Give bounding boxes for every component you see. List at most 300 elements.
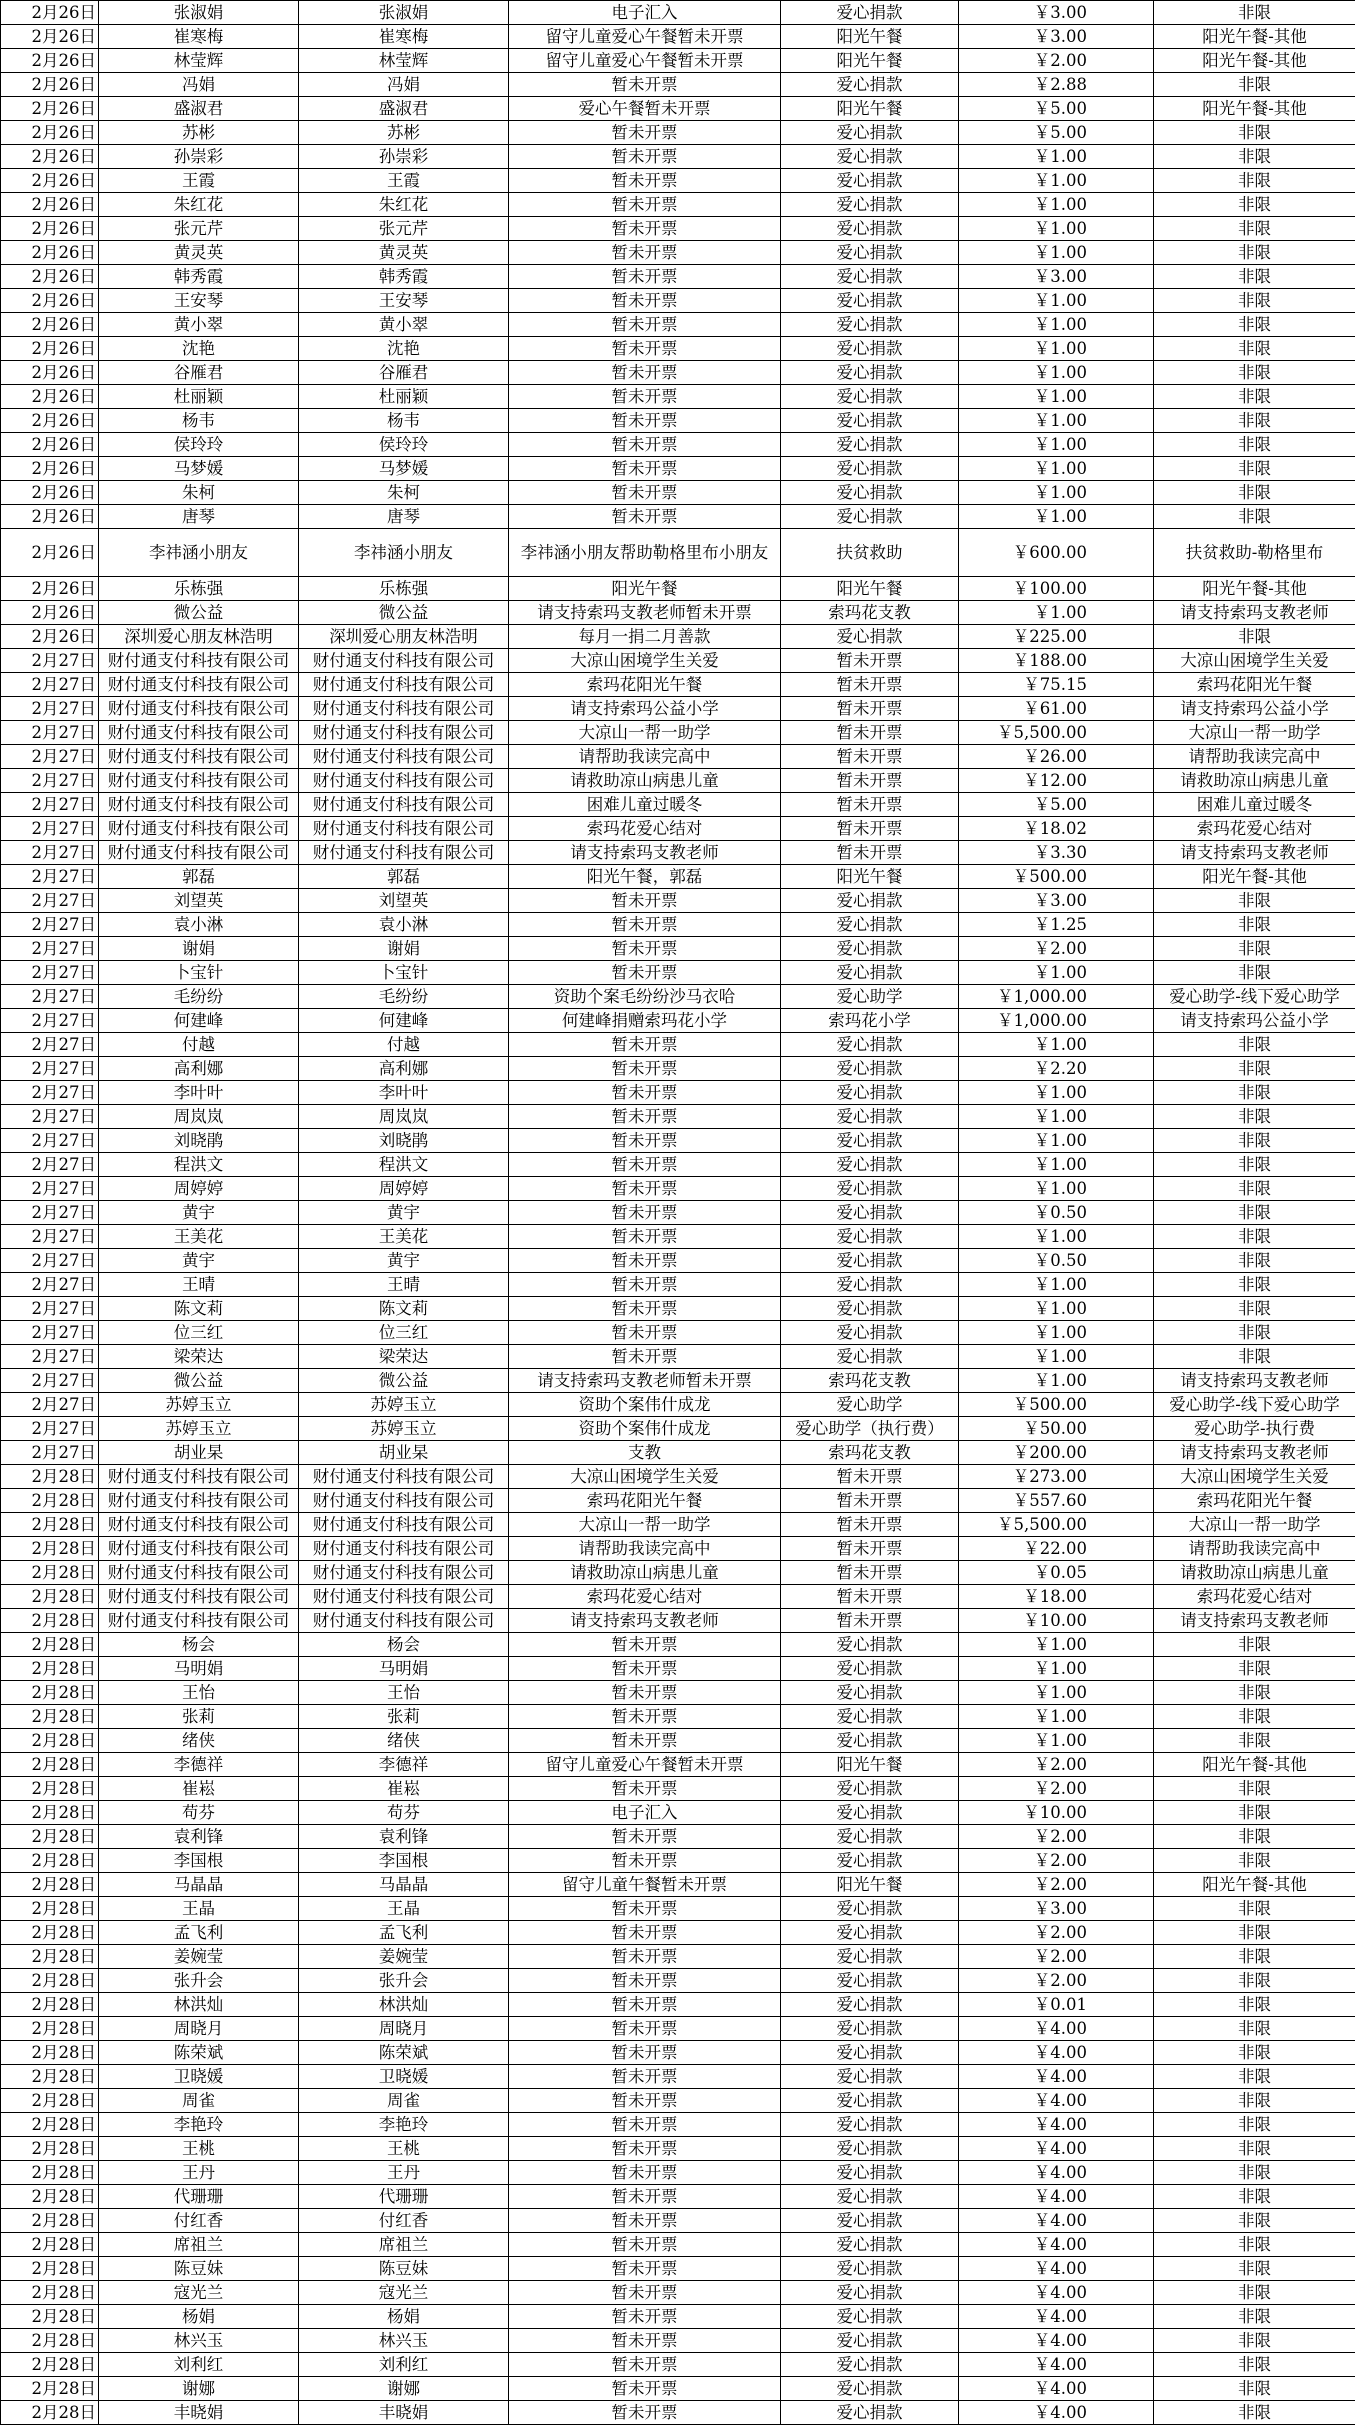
donor-cell: 乐栋强 xyxy=(99,577,299,601)
amount-cell: ￥2.88 xyxy=(959,73,1154,97)
payer-cell: 陈荣斌 xyxy=(299,2041,509,2065)
category-cell: 爱心捐款 xyxy=(781,1777,959,1801)
note-cell: 暂未开票 xyxy=(509,913,781,937)
date-cell: 2月28日 xyxy=(1,2257,99,2281)
table-row xyxy=(1,1753,1355,1777)
restriction-cell: 非限 xyxy=(1154,505,1355,529)
amount-cell: ￥225.00 xyxy=(959,625,1154,649)
note-cell: 暂未开票 xyxy=(509,433,781,457)
amount-cell: ￥10.00 xyxy=(959,1609,1154,1633)
amount-cell: ￥1.00 xyxy=(959,1705,1154,1729)
table-row xyxy=(1,2305,1355,2329)
category-cell: 爱心捐款 xyxy=(781,241,959,265)
note-cell: 暂未开票 xyxy=(509,169,781,193)
restriction-cell: 请帮助我读完高中 xyxy=(1154,1537,1355,1561)
amount-cell: ￥1.00 xyxy=(959,1105,1154,1129)
amount-cell: ￥5,500.00 xyxy=(959,1513,1154,1537)
category-cell: 爱心捐款 xyxy=(781,625,959,649)
note-cell: 大凉山一帮一助学 xyxy=(509,1513,781,1537)
table-row xyxy=(1,2329,1355,2353)
restriction-cell: 非限 xyxy=(1154,1825,1355,1849)
category-cell: 爱心捐款 xyxy=(781,2233,959,2257)
payer-cell: 崔寒梅 xyxy=(299,25,509,49)
table-row xyxy=(1,1057,1355,1081)
date-cell: 2月27日 xyxy=(1,1225,99,1249)
category-cell: 索玛花支教 xyxy=(781,1369,959,1393)
donor-cell: 沈艳 xyxy=(99,337,299,361)
restriction-cell: 爱心助学-执行费 xyxy=(1154,1417,1355,1441)
restriction-cell: 非限 xyxy=(1154,169,1355,193)
category-cell: 爱心捐款 xyxy=(781,289,959,313)
date-cell: 2月26日 xyxy=(1,385,99,409)
table-row xyxy=(1,1609,1355,1633)
date-cell: 2月27日 xyxy=(1,961,99,985)
donor-cell: 刘利红 xyxy=(99,2353,299,2377)
note-cell: 阳光午餐，郭磊 xyxy=(509,865,781,889)
restriction-cell: 爱心助学-线下爱心助学 xyxy=(1154,1393,1355,1417)
date-cell: 2月28日 xyxy=(1,2089,99,2113)
payer-cell: 郭磊 xyxy=(299,865,509,889)
restriction-cell: 请支持索玛支教老师 xyxy=(1154,841,1355,865)
payer-cell: 李德祥 xyxy=(299,1753,509,1777)
donor-cell: 财付通支付科技有限公司 xyxy=(99,1489,299,1513)
restriction-cell: 索玛花阳光午餐 xyxy=(1154,1489,1355,1513)
note-cell: 资助个案伟什成龙 xyxy=(509,1393,781,1417)
donor-cell: 苟芬 xyxy=(99,1801,299,1825)
payer-cell: 刘利红 xyxy=(299,2353,509,2377)
amount-cell: ￥4.00 xyxy=(959,2185,1154,2209)
note-cell: 资助个案毛纷纷沙马衣哈 xyxy=(509,985,781,1009)
table-row xyxy=(1,769,1355,793)
donor-cell: 苏婷玉立 xyxy=(99,1417,299,1441)
payer-cell: 陈文莉 xyxy=(299,1297,509,1321)
note-cell: 暂未开票 xyxy=(509,1657,781,1681)
donor-cell: 韩秀霞 xyxy=(99,265,299,289)
payer-cell: 财付通支付科技有限公司 xyxy=(299,769,509,793)
restriction-cell: 非限 xyxy=(1154,241,1355,265)
payer-cell: 黄灵英 xyxy=(299,241,509,265)
amount-cell: ￥5.00 xyxy=(959,121,1154,145)
table-row xyxy=(1,2257,1355,2281)
date-cell: 2月26日 xyxy=(1,169,99,193)
donor-cell: 卜宝针 xyxy=(99,961,299,985)
date-cell: 2月27日 xyxy=(1,1441,99,1465)
note-cell: 暂未开票 xyxy=(509,2281,781,2305)
date-cell: 2月27日 xyxy=(1,913,99,937)
payer-cell: 盛淑君 xyxy=(299,97,509,121)
amount-cell: ￥4.00 xyxy=(959,2353,1154,2377)
date-cell: 2月28日 xyxy=(1,1705,99,1729)
restriction-cell: 非限 xyxy=(1154,1321,1355,1345)
donor-cell: 财付通支付科技有限公司 xyxy=(99,697,299,721)
amount-cell: ￥0.05 xyxy=(959,1561,1154,1585)
note-cell: 何建峰捐赠索玛花小学 xyxy=(509,1009,781,1033)
restriction-cell: 非限 xyxy=(1154,145,1355,169)
note-cell: 暂未开票 xyxy=(509,2161,781,2185)
restriction-cell: 非限 xyxy=(1154,1801,1355,1825)
note-cell: 暂未开票 xyxy=(509,1633,781,1657)
table-row xyxy=(1,385,1355,409)
donor-cell: 张升会 xyxy=(99,1969,299,1993)
payer-cell: 财付通支付科技有限公司 xyxy=(299,841,509,865)
category-cell: 爱心捐款 xyxy=(781,1177,959,1201)
donor-cell: 张元芹 xyxy=(99,217,299,241)
category-cell: 爱心捐款 xyxy=(781,1129,959,1153)
table-row xyxy=(1,1777,1355,1801)
date-cell: 2月26日 xyxy=(1,625,99,649)
note-cell: 暂未开票 xyxy=(509,1681,781,1705)
payer-cell: 付越 xyxy=(299,1033,509,1057)
date-cell: 2月27日 xyxy=(1,1153,99,1177)
date-cell: 2月27日 xyxy=(1,1105,99,1129)
date-cell: 2月28日 xyxy=(1,2017,99,2041)
payer-cell: 孙崇彩 xyxy=(299,145,509,169)
table-row xyxy=(1,601,1355,625)
table-row xyxy=(1,1,1355,25)
payer-cell: 刘望英 xyxy=(299,889,509,913)
date-cell: 2月27日 xyxy=(1,1009,99,1033)
note-cell: 暂未开票 xyxy=(509,385,781,409)
category-cell: 爱心捐款 xyxy=(781,1081,959,1105)
category-cell: 爱心助学 xyxy=(781,985,959,1009)
table-row xyxy=(1,985,1355,1009)
payer-cell: 唐琴 xyxy=(299,505,509,529)
restriction-cell: 阳光午餐-其他 xyxy=(1154,49,1355,73)
table-row xyxy=(1,625,1355,649)
payer-cell: 卜宝针 xyxy=(299,961,509,985)
date-cell: 2月28日 xyxy=(1,1825,99,1849)
date-cell: 2月28日 xyxy=(1,1945,99,1969)
category-cell: 爱心捐款 xyxy=(781,2209,959,2233)
donor-cell: 唐琴 xyxy=(99,505,299,529)
note-cell: 大凉山困境学生关爱 xyxy=(509,1465,781,1489)
note-cell: 暂未开票 xyxy=(509,313,781,337)
amount-cell: ￥1.00 xyxy=(959,1657,1154,1681)
table-row xyxy=(1,2017,1355,2041)
date-cell: 2月28日 xyxy=(1,1921,99,1945)
note-cell: 请支持索玛支教老师暂未开票 xyxy=(509,601,781,625)
note-cell: 留守儿童午餐暂未开票 xyxy=(509,1873,781,1897)
table-row xyxy=(1,889,1355,913)
payer-cell: 黄宇 xyxy=(299,1249,509,1273)
restriction-cell: 非限 xyxy=(1154,1345,1355,1369)
amount-cell: ￥273.00 xyxy=(959,1465,1154,1489)
amount-cell: ￥1,000.00 xyxy=(959,1009,1154,1033)
donor-cell: 盛淑君 xyxy=(99,97,299,121)
donor-cell: 财付通支付科技有限公司 xyxy=(99,1465,299,1489)
note-cell: 暂未开票 xyxy=(509,1849,781,1873)
amount-cell: ￥5,500.00 xyxy=(959,721,1154,745)
date-cell: 2月28日 xyxy=(1,1633,99,1657)
restriction-cell: 非限 xyxy=(1154,1657,1355,1681)
table-row xyxy=(1,1465,1355,1489)
amount-cell: ￥2.00 xyxy=(959,1945,1154,1969)
payer-cell: 财付通支付科技有限公司 xyxy=(299,745,509,769)
date-cell: 2月27日 xyxy=(1,1345,99,1369)
restriction-cell: 大凉山困境学生关爱 xyxy=(1154,1465,1355,1489)
note-cell: 暂未开票 xyxy=(509,2017,781,2041)
note-cell: 请支持索玛支教老师 xyxy=(509,1609,781,1633)
amount-cell: ￥600.00 xyxy=(959,529,1154,577)
category-cell: 暂未开票 xyxy=(781,673,959,697)
table-row xyxy=(1,1729,1355,1753)
amount-cell: ￥500.00 xyxy=(959,865,1154,889)
amount-cell: ￥100.00 xyxy=(959,577,1154,601)
donor-cell: 刘望英 xyxy=(99,889,299,913)
table-row xyxy=(1,313,1355,337)
date-cell: 2月26日 xyxy=(1,577,99,601)
payer-cell: 深圳爱心朋友林浩明 xyxy=(299,625,509,649)
payer-cell: 寇光兰 xyxy=(299,2281,509,2305)
date-cell: 2月26日 xyxy=(1,337,99,361)
category-cell: 爱心捐款 xyxy=(781,2353,959,2377)
amount-cell: ￥12.00 xyxy=(959,769,1154,793)
note-cell: 暂未开票 xyxy=(509,1921,781,1945)
note-cell: 暂未开票 xyxy=(509,1273,781,1297)
note-cell: 暂未开票 xyxy=(509,1033,781,1057)
restriction-cell: 非限 xyxy=(1154,2113,1355,2137)
donor-cell: 周岚岚 xyxy=(99,1105,299,1129)
category-cell: 爱心捐款 xyxy=(781,73,959,97)
restriction-cell: 阳光午餐-其他 xyxy=(1154,25,1355,49)
category-cell: 阳光午餐 xyxy=(781,865,959,889)
payer-cell: 李叶叶 xyxy=(299,1081,509,1105)
amount-cell: ￥4.00 xyxy=(959,2089,1154,2113)
restriction-cell: 索玛花爱心结对 xyxy=(1154,817,1355,841)
donor-cell: 黄宇 xyxy=(99,1201,299,1225)
date-cell: 2月27日 xyxy=(1,1297,99,1321)
restriction-cell: 请救助凉山病患儿童 xyxy=(1154,1561,1355,1585)
restriction-cell: 请支持索玛支教老师 xyxy=(1154,601,1355,625)
payer-cell: 苏婷玉立 xyxy=(299,1393,509,1417)
donor-cell: 陈豆妹 xyxy=(99,2257,299,2281)
restriction-cell: 非限 xyxy=(1154,2401,1355,2425)
amount-cell: ￥188.00 xyxy=(959,649,1154,673)
payer-cell: 林兴玉 xyxy=(299,2329,509,2353)
restriction-cell: 非限 xyxy=(1154,2161,1355,2185)
restriction-cell: 非限 xyxy=(1154,2233,1355,2257)
table-row xyxy=(1,697,1355,721)
date-cell: 2月27日 xyxy=(1,649,99,673)
payer-cell: 毛纷纷 xyxy=(299,985,509,1009)
payer-cell: 王怡 xyxy=(299,1681,509,1705)
payer-cell: 微公益 xyxy=(299,601,509,625)
donor-cell: 财付通支付科技有限公司 xyxy=(99,673,299,697)
table-row xyxy=(1,1585,1355,1609)
note-cell: 李祎涵小朋友帮助勒格里布小朋友 xyxy=(509,529,781,577)
donor-cell: 卫晓媛 xyxy=(99,2065,299,2089)
category-cell: 爱心捐款 xyxy=(781,1,959,25)
payer-cell: 财付通支付科技有限公司 xyxy=(299,1561,509,1585)
restriction-cell: 非限 xyxy=(1154,1225,1355,1249)
payer-cell: 李国根 xyxy=(299,1849,509,1873)
restriction-cell: 非限 xyxy=(1154,2185,1355,2209)
note-cell: 暂未开票 xyxy=(509,1225,781,1249)
date-cell: 2月28日 xyxy=(1,1801,99,1825)
date-cell: 2月28日 xyxy=(1,1609,99,1633)
amount-cell: ￥4.00 xyxy=(959,2281,1154,2305)
note-cell: 暂未开票 xyxy=(509,2065,781,2089)
restriction-cell: 爱心助学-线下爱心助学 xyxy=(1154,985,1355,1009)
table-row xyxy=(1,2113,1355,2137)
category-cell: 暂未开票 xyxy=(781,745,959,769)
donor-cell: 李国根 xyxy=(99,1849,299,1873)
donor-cell: 王美花 xyxy=(99,1225,299,1249)
category-cell: 爱心捐款 xyxy=(781,361,959,385)
payer-cell: 马明娟 xyxy=(299,1657,509,1681)
note-cell: 暂未开票 xyxy=(509,409,781,433)
date-cell: 2月28日 xyxy=(1,1513,99,1537)
restriction-cell: 非限 xyxy=(1154,1249,1355,1273)
category-cell: 爱心捐款 xyxy=(781,1273,959,1297)
payer-cell: 苏彬 xyxy=(299,121,509,145)
payer-cell: 李艳玲 xyxy=(299,2113,509,2137)
note-cell: 暂未开票 xyxy=(509,1129,781,1153)
date-cell: 2月28日 xyxy=(1,1777,99,1801)
category-cell: 暂未开票 xyxy=(781,1585,959,1609)
category-cell: 阳光午餐 xyxy=(781,25,959,49)
donor-cell: 朱柯 xyxy=(99,481,299,505)
payer-cell: 侯玲玲 xyxy=(299,433,509,457)
payer-cell: 付红香 xyxy=(299,2209,509,2233)
donor-cell: 财付通支付科技有限公司 xyxy=(99,1537,299,1561)
date-cell: 2月28日 xyxy=(1,1993,99,2017)
table-row xyxy=(1,193,1355,217)
table-row xyxy=(1,745,1355,769)
restriction-cell: 非限 xyxy=(1154,2281,1355,2305)
table-row xyxy=(1,169,1355,193)
donor-cell: 林莹辉 xyxy=(99,49,299,73)
amount-cell: ￥4.00 xyxy=(959,2377,1154,2401)
note-cell: 爱心午餐暂未开票 xyxy=(509,97,781,121)
donor-cell: 财付通支付科技有限公司 xyxy=(99,649,299,673)
amount-cell: ￥4.00 xyxy=(959,2233,1154,2257)
payer-cell: 林莹辉 xyxy=(299,49,509,73)
amount-cell: ￥4.00 xyxy=(959,2137,1154,2161)
table-row xyxy=(1,865,1355,889)
amount-cell: ￥2.00 xyxy=(959,49,1154,73)
restriction-cell: 非限 xyxy=(1154,313,1355,337)
payer-cell: 胡业杲 xyxy=(299,1441,509,1465)
payer-cell: 孟飞利 xyxy=(299,1921,509,1945)
note-cell: 暂未开票 xyxy=(509,1969,781,1993)
category-cell: 爱心捐款 xyxy=(781,217,959,241)
table-row xyxy=(1,1897,1355,1921)
note-cell: 请救助凉山病患儿童 xyxy=(509,1561,781,1585)
date-cell: 2月28日 xyxy=(1,2113,99,2137)
date-cell: 2月28日 xyxy=(1,1585,99,1609)
restriction-cell: 请帮助我读完高中 xyxy=(1154,745,1355,769)
note-cell: 电子汇入 xyxy=(509,1801,781,1825)
category-cell: 爱心捐款 xyxy=(781,457,959,481)
payer-cell: 杨会 xyxy=(299,1633,509,1657)
date-cell: 2月26日 xyxy=(1,217,99,241)
category-cell: 暂未开票 xyxy=(781,769,959,793)
donor-cell: 王霞 xyxy=(99,169,299,193)
table-row xyxy=(1,1417,1355,1441)
amount-cell: ￥1.00 xyxy=(959,1297,1154,1321)
category-cell: 爱心捐款 xyxy=(781,1057,959,1081)
amount-cell: ￥1.00 xyxy=(959,1177,1154,1201)
note-cell: 暂未开票 xyxy=(509,289,781,313)
donor-cell: 付越 xyxy=(99,1033,299,1057)
date-cell: 2月28日 xyxy=(1,2401,99,2425)
category-cell: 爱心捐款 xyxy=(781,2041,959,2065)
restriction-cell: 非限 xyxy=(1154,2065,1355,2089)
payer-cell: 财付通支付科技有限公司 xyxy=(299,1513,509,1537)
category-cell: 爱心捐款 xyxy=(781,1201,959,1225)
payer-cell: 财付通支付科技有限公司 xyxy=(299,1609,509,1633)
note-cell: 暂未开票 xyxy=(509,1345,781,1369)
table-row xyxy=(1,1969,1355,1993)
amount-cell: ￥4.00 xyxy=(959,2305,1154,2329)
donor-cell: 李叶叶 xyxy=(99,1081,299,1105)
donor-cell: 郭磊 xyxy=(99,865,299,889)
table-row xyxy=(1,1537,1355,1561)
payer-cell: 杨娟 xyxy=(299,2305,509,2329)
donor-cell: 苏婷玉立 xyxy=(99,1393,299,1417)
note-cell: 暂未开票 xyxy=(509,2137,781,2161)
restriction-cell: 非限 xyxy=(1154,1177,1355,1201)
date-cell: 2月28日 xyxy=(1,2041,99,2065)
category-cell: 暂未开票 xyxy=(781,721,959,745)
restriction-cell: 非限 xyxy=(1154,1273,1355,1297)
donor-cell: 崔寒梅 xyxy=(99,25,299,49)
category-cell: 爱心捐款 xyxy=(781,481,959,505)
table-row xyxy=(1,1393,1355,1417)
note-cell: 暂未开票 xyxy=(509,73,781,97)
amount-cell: ￥1.00 xyxy=(959,361,1154,385)
restriction-cell: 阳光午餐-其他 xyxy=(1154,97,1355,121)
payer-cell: 位三红 xyxy=(299,1321,509,1345)
note-cell: 暂未开票 xyxy=(509,1201,781,1225)
note-cell: 暂未开票 xyxy=(509,2329,781,2353)
date-cell: 2月26日 xyxy=(1,73,99,97)
donor-cell: 财付通支付科技有限公司 xyxy=(99,1609,299,1633)
table-row xyxy=(1,1177,1355,1201)
amount-cell: ￥1.00 xyxy=(959,1633,1154,1657)
date-cell: 2月28日 xyxy=(1,1561,99,1585)
restriction-cell: 非限 xyxy=(1154,385,1355,409)
restriction-cell: 阳光午餐-其他 xyxy=(1154,1753,1355,1777)
category-cell: 爱心捐款 xyxy=(781,1225,959,1249)
donor-cell: 刘晓鹃 xyxy=(99,1129,299,1153)
amount-cell: ￥2.20 xyxy=(959,1057,1154,1081)
amount-cell: ￥557.60 xyxy=(959,1489,1154,1513)
restriction-cell: 非限 xyxy=(1154,1993,1355,2017)
category-cell: 爱心捐款 xyxy=(781,193,959,217)
amount-cell: ￥1.00 xyxy=(959,1081,1154,1105)
amount-cell: ￥1.00 xyxy=(959,1729,1154,1753)
table-row xyxy=(1,961,1355,985)
table-row xyxy=(1,1681,1355,1705)
note-cell: 暂未开票 xyxy=(509,1705,781,1729)
category-cell: 爱心捐款 xyxy=(781,1297,959,1321)
note-cell: 暂未开票 xyxy=(509,2113,781,2137)
amount-cell: ￥1.00 xyxy=(959,241,1154,265)
donor-cell: 周婷婷 xyxy=(99,1177,299,1201)
table-row xyxy=(1,1273,1355,1297)
donor-cell: 朱红花 xyxy=(99,193,299,217)
note-cell: 暂未开票 xyxy=(509,2233,781,2257)
date-cell: 2月28日 xyxy=(1,2305,99,2329)
amount-cell: ￥18.00 xyxy=(959,1585,1154,1609)
date-cell: 2月27日 xyxy=(1,793,99,817)
payer-cell: 谢娜 xyxy=(299,2377,509,2401)
table-row xyxy=(1,337,1355,361)
date-cell: 2月27日 xyxy=(1,1249,99,1273)
note-cell: 请支持索玛支教老师 xyxy=(509,841,781,865)
